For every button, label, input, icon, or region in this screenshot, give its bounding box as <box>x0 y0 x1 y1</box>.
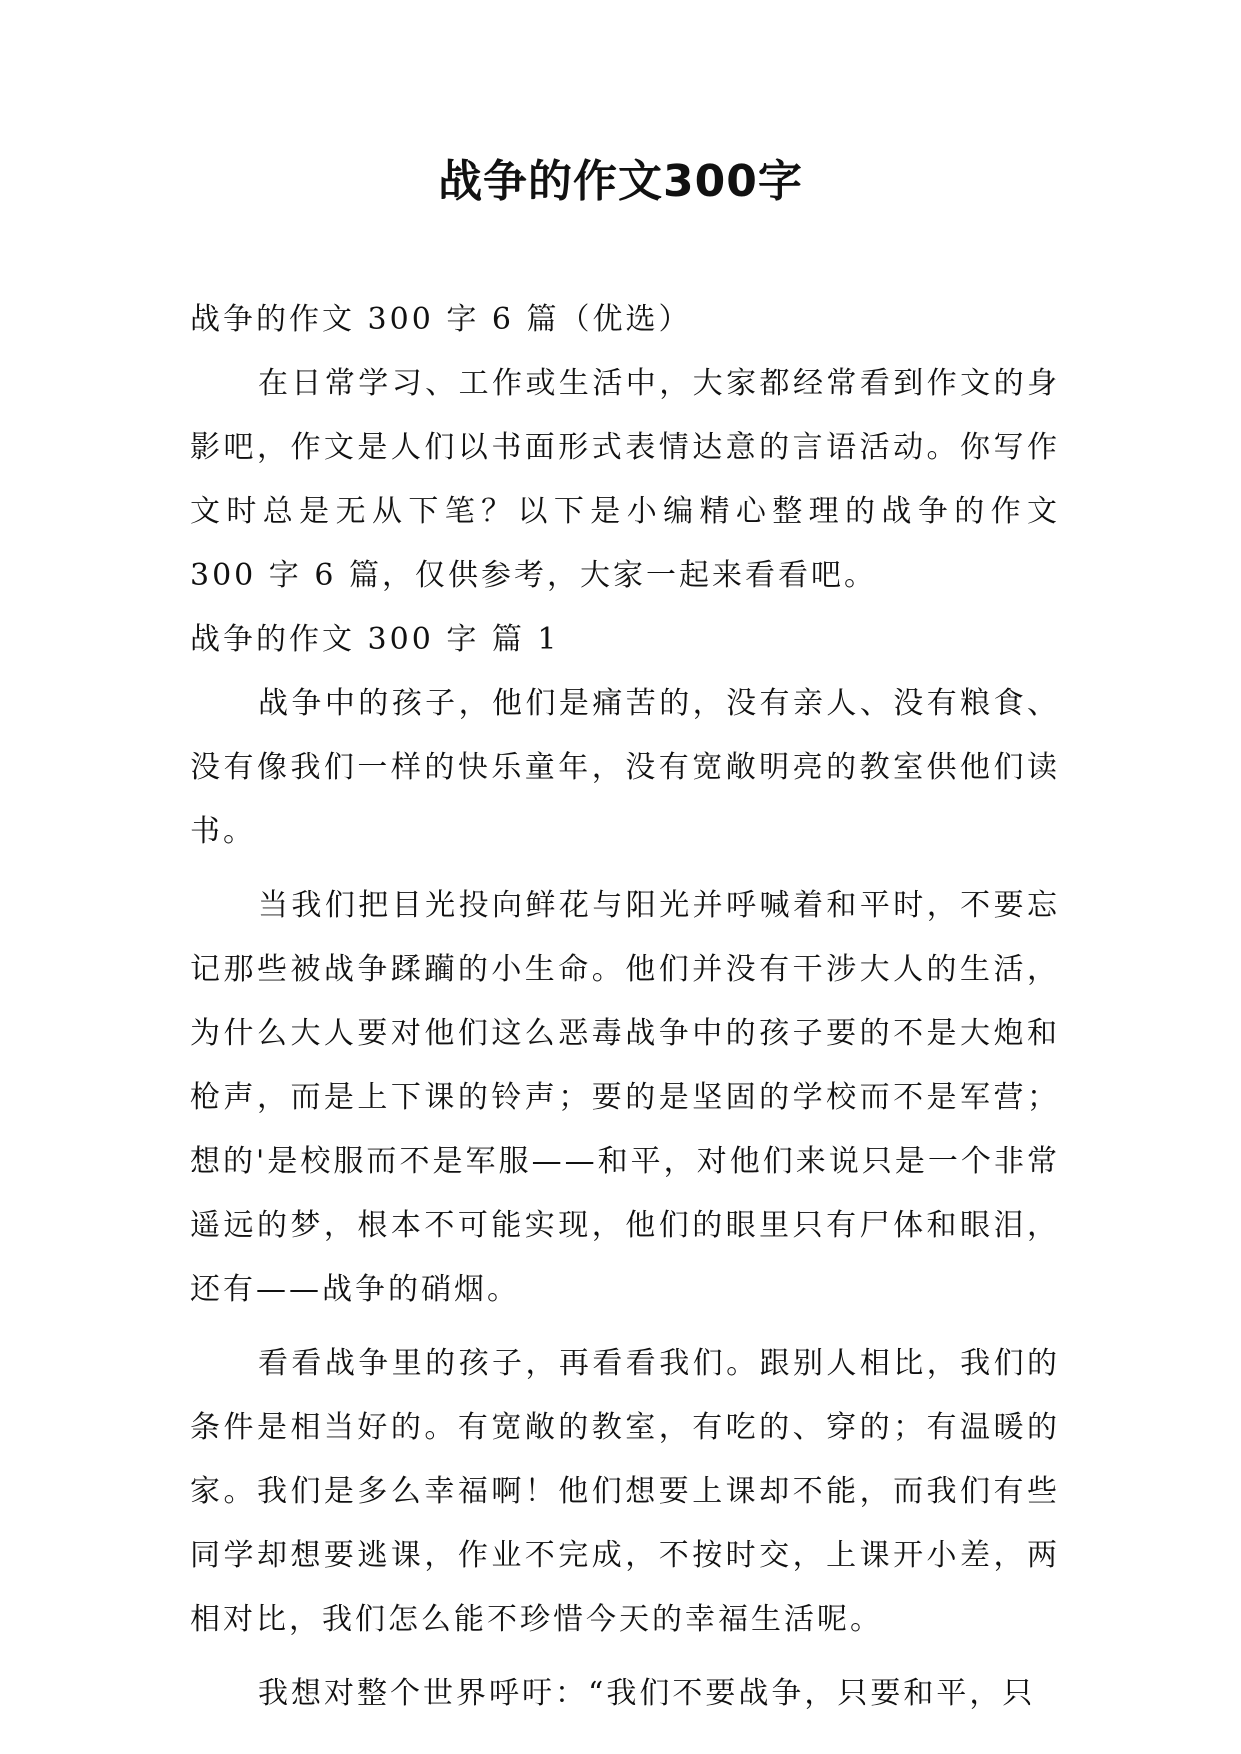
intro-paragraph: 在日常学习、工作或生活中，大家都经常看到作文的身影吧，作文是人们以书面形式表情达意的言语活动。你写作文时总是无从下笔？以下是小编精心整理的战争的作文 300 字 6 篇，仅供参考，大家一起来看看吧。 <box>190 366 1060 593</box>
body-paragraph: 我想对整个世界呼吁：“我们不要战争，只要和平，只 <box>258 1676 1036 1711</box>
body-paragraph: 看看战争里的孩子，再看看我们。跟别人相比，我们的条件是相当好的。有宽敞的教室，有吃的、穿的；有温暖的家。我们是多么幸福啊！他们想要上课却不能，而我们有些同学却想要逃课，作业不完成，不按时交，上课开小差，两相对比，我们怎么能不珍惜今天的幸福生活呢。 <box>190 1346 1060 1637</box>
document-body <box>190 288 1060 1726</box>
section-heading: 战争的作文 300 字 篇 1 <box>190 622 560 657</box>
body-paragraph: 战争中的孩子，他们是痛苦的，没有亲人、没有粮食、没有像我们一样的快乐童年，没有宽敞明亮的教室供他们读书。 <box>190 686 1060 849</box>
document-title: 战争的作文300字 <box>438 156 803 207</box>
document-subtitle: 战争的作文 300 字 6 篇（优选） <box>190 302 692 337</box>
body-paragraph: 当我们把目光投向鲜花与阳光并呼喊着和平时，不要忘记那些被战争蹂躏的小生命。他们并没有干涉大人的生活，为什么大人要对他们这么恶毒战争中的孩子要的不是大炮和枪声，而是上下课的铃声；要的是坚固的学校而不是军营；想的'是校服而不是军服——和平，对他们来说只是一个非常遥远的梦，根本不可能实现，他们的眼里只有尸体和眼泪，还有——战争的硝烟。 <box>190 888 1060 1307</box>
